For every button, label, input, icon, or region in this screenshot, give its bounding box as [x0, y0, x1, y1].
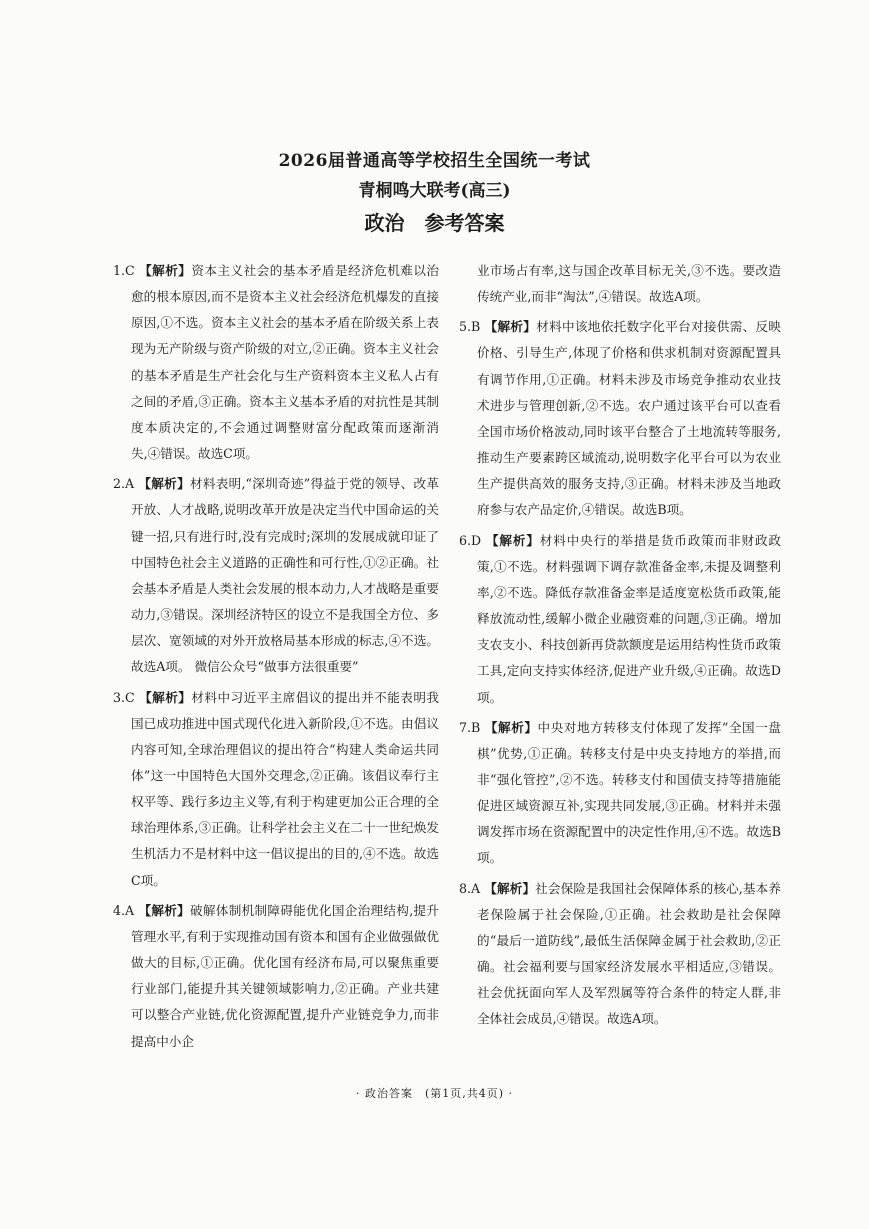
answer-number: 2.A — [113, 476, 135, 492]
answer-number: 8.A — [459, 880, 481, 896]
answer-number: 3.C — [113, 689, 135, 705]
answer-text: 材料中该地依托数字化平台对接供需、反映价格、引导生产,体现了价格和供求机制对资源配置具有调节作用,①正确。材料未涉及市场竞争推动农业技术进步与管理创新,②不选。农户通过该平台可以查看全国市场价格波动,同时该平台整合了土地流转等服务,推动生产要素跨区域流动,说明数字化平台可以为农业生产提供高效的服务支持,③正确。材料未涉及当地政府参与农产品定价,④错误。故选B项。 — [477, 319, 781, 518]
answer-number: 6.D — [459, 532, 482, 548]
answer-text: 材料表明,“深圳奇迹”得益于党的领导、改革开放、人才战略,说明改革开放是决定当代中国命运的关键一招,只有进行时,没有完成时;深圳的发展成就印证了中国特色社会主义道路的正确性和可行性,①②正确。社会基本矛盾是人类社会发展的根本动力,人才战略是重要动力,③错误。深圳经济特区的设立不是我国全方位、多层次、宽领域的对外开放格局基本形成的标志,④不选。故选A项。 微信公众号“做事方法很重要” — [131, 476, 439, 675]
answer-number: 7.B — [459, 719, 481, 735]
answer-item-5 — [459, 314, 781, 523]
answer-text: 资本主义社会的基本矛盾是经济危机难以治愈的根本原因,而不是资本主义社会经济危机爆发的直接原因,①不选。资本主义社会的基本矛盾在阶级关系上表现为无产阶级与资产阶级的对立,②正确。资本主义社会的基本矛盾是生产社会化与生产资料资本主义私人占有之间的矛盾,③正确。资本主义基本矛盾的对抗性是其制度本质决定的,不会通过调整财富分配政策而逐渐消失,④错误。故选C项。 — [131, 263, 439, 462]
answer-item-2 — [113, 471, 439, 680]
right-column — [459, 258, 781, 1037]
answer-text: 社会保险是我国社会保障体系的核心,基本养老保险属于社会保险,①正确。社会救助是社会保障的“最后一道防线”,最低生活保障金属于社会救助,②正确。社会福利要与国家经济发展水平相适应,③错误。社会优抚面向军人及军烈属等符合条件的特定人群,非全体社会成员,④错误。故选A项。 — [477, 880, 781, 1027]
answer-item-8 — [459, 876, 781, 1033]
analysis-tag: 【解析】 — [138, 902, 191, 918]
answer-item-3 — [113, 685, 439, 894]
answer-text: 破解体制机制障碍能优化国企治理结构,提升管理水平,有利于实现推动国有资本和国有企业做强做优做大的目标,①正确。优化国有经济布局,可以聚焦重要行业部门,能提升其关键领域影响力,②正确。产业共建可以整合产业链,优化资源配置,提升产业链竞争力,而非提高中小企 — [131, 902, 439, 1049]
analysis-tag: 【解析】 — [485, 532, 540, 548]
answer-number: 5.B — [459, 319, 481, 335]
analysis-tag: 【解析】 — [484, 880, 536, 896]
left-column — [113, 258, 439, 1059]
subject-title: 政治 参考答案 — [364, 211, 505, 235]
page-footer: · 政治答案 (第1页,共4页) · — [355, 1087, 514, 1100]
analysis-tag: 【解析】 — [138, 476, 190, 492]
answer-number: 1.C — [113, 263, 135, 278]
answer-number: 4.A — [113, 902, 135, 918]
analysis-tag: 【解析】 — [484, 319, 537, 335]
answer-text: 中央对地方转移支付体现了发挥“全国一盘棋”优势,①正确。转移支付是中央支持地方的举措,而非“强化管控”,②不选。转移支付和国债支持等措施能促进区域资源互补,实现共同发展,③正确。材料并未强调发挥市场在资源配置中的决定性作用,④不选。故选B项。 — [477, 719, 781, 866]
answer-text: 材料中习近平主席倡议的提出并不能表明我国已成功推进中国式现代化进入新阶段,①不选。由倡议内容可知,全球治理倡议的提出符合“构建人类命运共同体”这一中国特色大国外交理念,②正确。该倡议奉行主权平等、践行多边主义等,有利于构建更加公正合理的全球治理体系,③正确。让科学社会主义在二十一世纪焕发生机活力不是材料中这一倡议提出的目的,④不选。故选C项。 — [131, 689, 439, 888]
answer-item-7 — [459, 715, 781, 872]
answer-item-6 — [459, 528, 781, 711]
exam-subtitle: 青桐鸣大联考(高三) — [358, 181, 511, 201]
answer-text: 材料中央行的举措是货币政策而非财政政策,①不选。材料强调下调存款准备金率,未提及调整利率,②不选。降低存款准备金率是适度宽松货币政策,能释放流动性,缓解小微企业融资难的问题,③正确。增加支农支小、科技创新再贷款额度是运用结构性货币政策工具,定向支持实体经济,促进产业升级,④正确。故选D项。 — [477, 532, 781, 705]
answer-item-4-continued: 业市场占有率,这与国企改革目标无关,③不选。要改造传统产业,而非“淘汰”,④错误。故选A项。 — [477, 263, 781, 305]
analysis-tag: 【解析】 — [484, 719, 538, 735]
analysis-tag: 【解析】 — [139, 689, 192, 705]
exam-title: 2026届普通高等学校招生全国统一考试 — [278, 151, 591, 171]
answer-item-1 — [113, 258, 439, 467]
answer-item-4 — [113, 898, 439, 1055]
analysis-tag: 【解析】 — [139, 263, 192, 278]
